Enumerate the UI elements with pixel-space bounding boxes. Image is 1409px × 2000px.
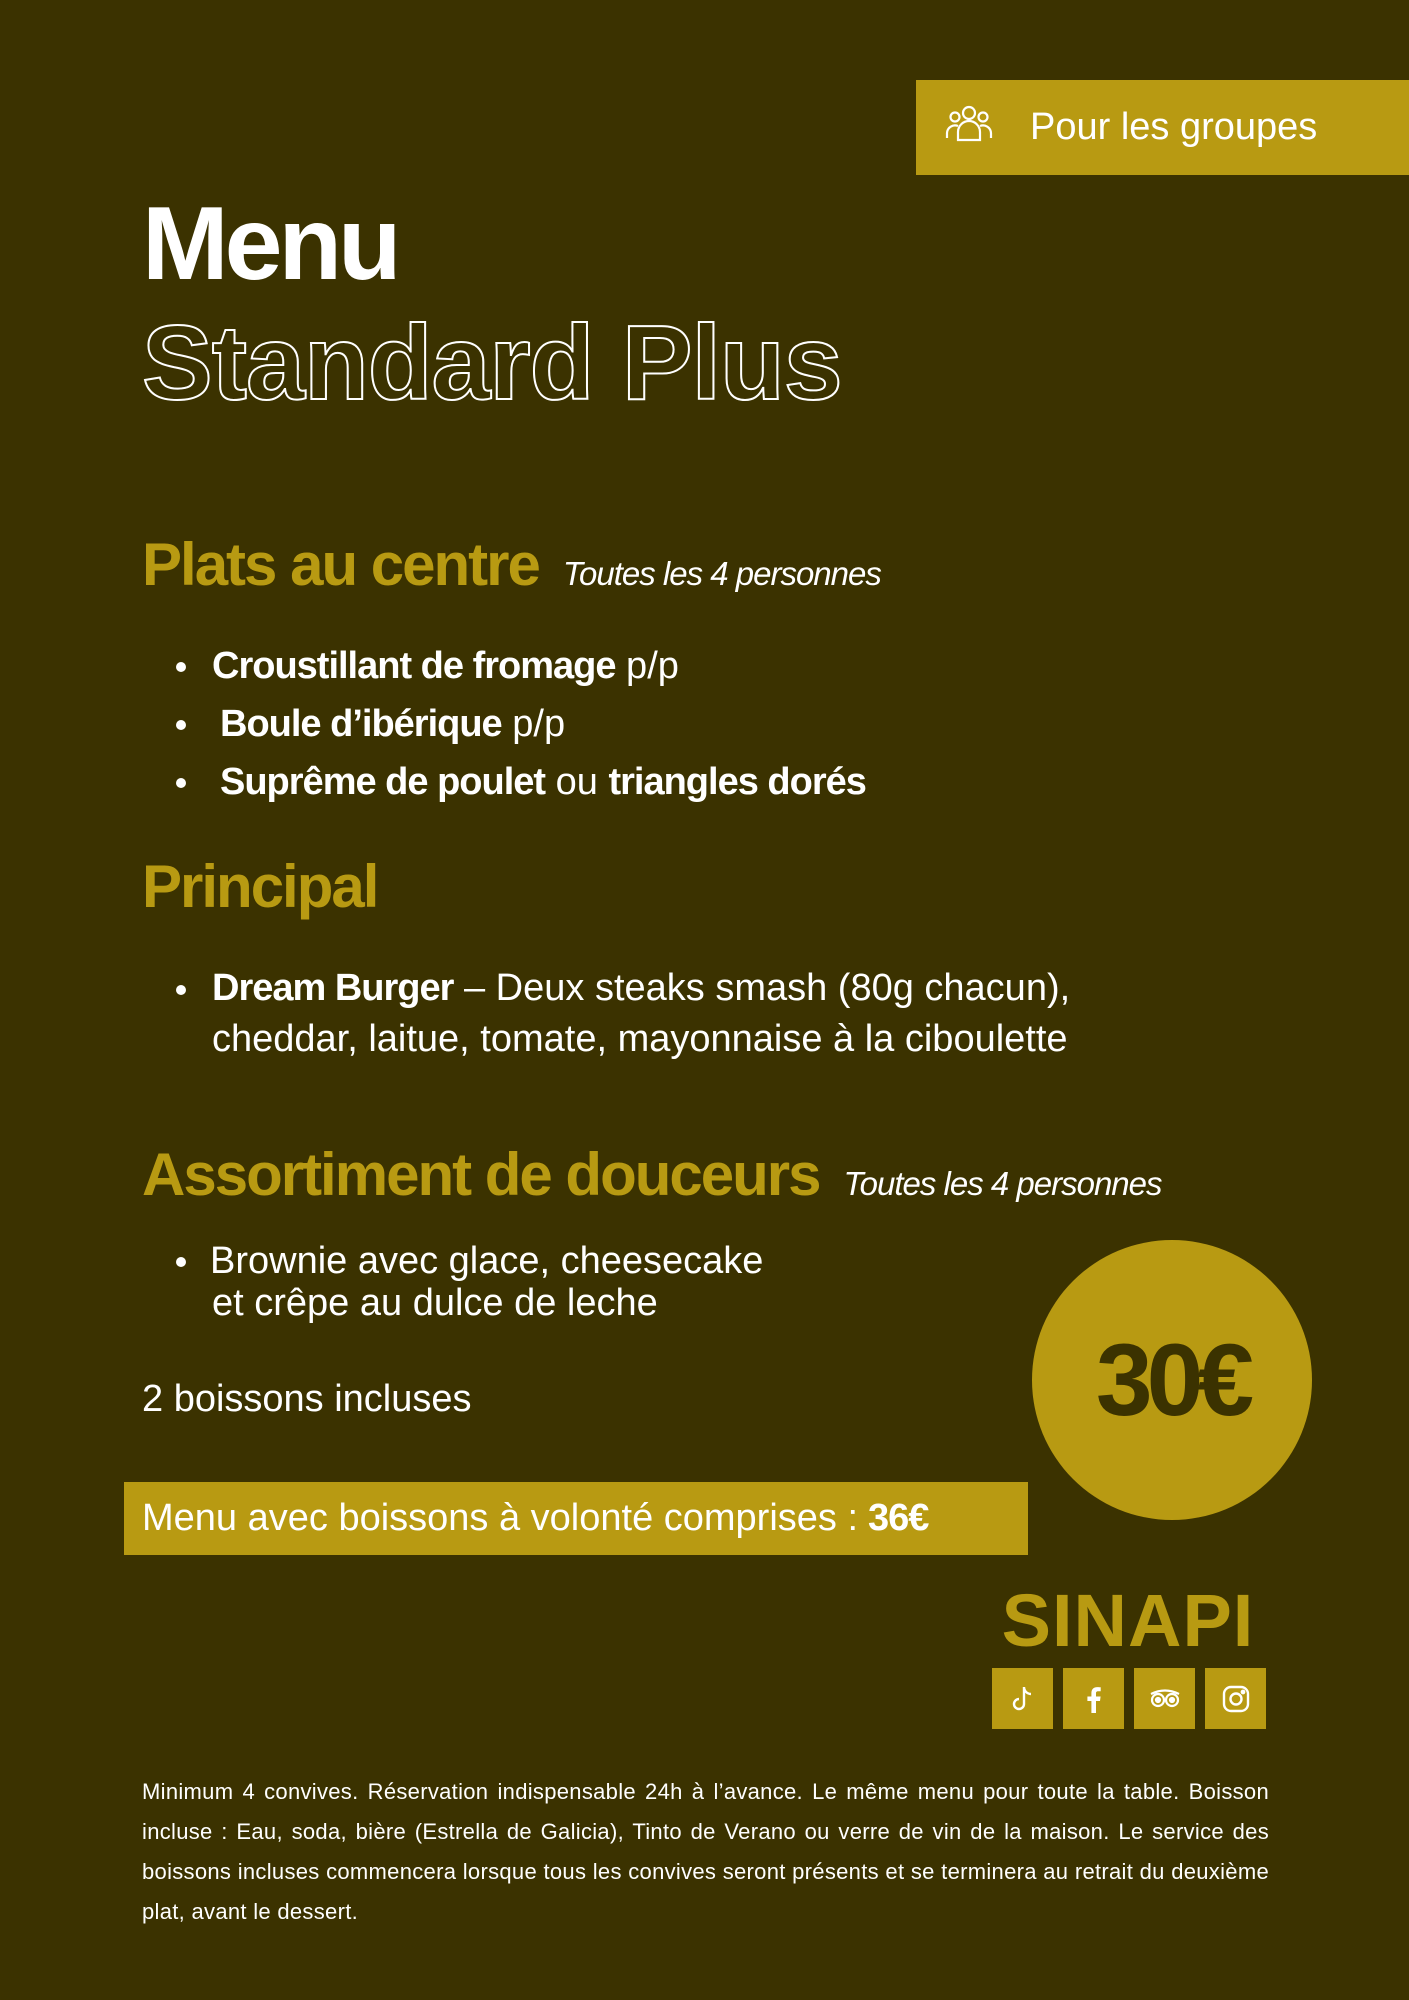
brand-logo: SINAPI [1001,1579,1255,1662]
item-name: Croustillant de fromage [212,645,616,687]
item-connector: ou [545,761,609,803]
list-item [0,753,866,811]
item-name: Suprême de poulet [220,761,546,803]
bullet [176,985,186,995]
menu-title: Menu [142,186,398,302]
section-principal-header [142,852,377,921]
drinks-included: 2 boissons incluses [142,1378,472,1420]
bullet [176,720,186,730]
bullet [176,1257,186,1267]
drinks-offer-banner [124,1482,1028,1555]
social-links [992,1668,1266,1729]
instagram-icon[interactable] [1205,1668,1266,1729]
section-plats-title: Plats au centre [142,531,539,598]
section-plats-header [142,530,881,599]
bullet [176,778,186,788]
item-name-alt: triangles dorés [608,761,866,803]
item-detail-line2: et crêpe au dulce de leche [212,1282,658,1324]
offer-text: Menu avec boissons à volonté comprises : [142,1497,859,1539]
section-principal-title: Principal [142,853,378,920]
tiktok-icon[interactable] [992,1668,1053,1729]
item-detail: – Deux steaks smash (80g chacun), [453,967,1071,1009]
section-desserts-note: Toutes les 4 personnes [843,1165,1162,1202]
groups-tag-label: Pour les groupes [1030,106,1318,148]
group-icon [944,100,994,155]
plats-list [0,637,866,811]
dessert-item [0,1240,763,1324]
item-name: Dream Burger [212,967,454,1009]
tripadvisor-icon[interactable] [1134,1668,1195,1729]
item-detail: Brownie avec glace, cheesecake [210,1240,764,1282]
list-item [0,637,866,695]
bullet [176,662,186,672]
principal-item [0,963,1070,1065]
price: 30€ [1095,1322,1249,1437]
section-desserts-title: Assortiment de douceurs [142,1141,820,1208]
item-detail: p/p [615,645,679,687]
item-detail: p/p [501,703,566,745]
item-detail-line2: cheddar, laitue, tomate, mayonnaise à la ciboulette [212,1018,1068,1060]
item-name: Boule d’ibérique [220,703,502,745]
section-plats-note: Toutes les 4 personnes [562,555,881,592]
footnote: Minimum 4 convives. Réservation indispensable 24h à l’avance. Le même menu pour toute la table. Boisson incluse : Eau, soda, bière (Estrella de Galicia), Tinto de Verano ou verre de vin de la maison. Le service des boissons incluses commencera lorsque tous les convives seront présents et se terminera au retrait du deuxième plat, avant le dessert. [142,1779,1269,1924]
facebook-icon[interactable] [1063,1668,1124,1729]
offer-price: 36€ [868,1497,929,1539]
section-desserts-header [142,1140,1162,1209]
list-item [0,695,866,753]
price-badge [1032,1240,1312,1520]
menu-subtitle: Standard Plus [142,304,842,422]
groups-tag [916,80,1409,175]
